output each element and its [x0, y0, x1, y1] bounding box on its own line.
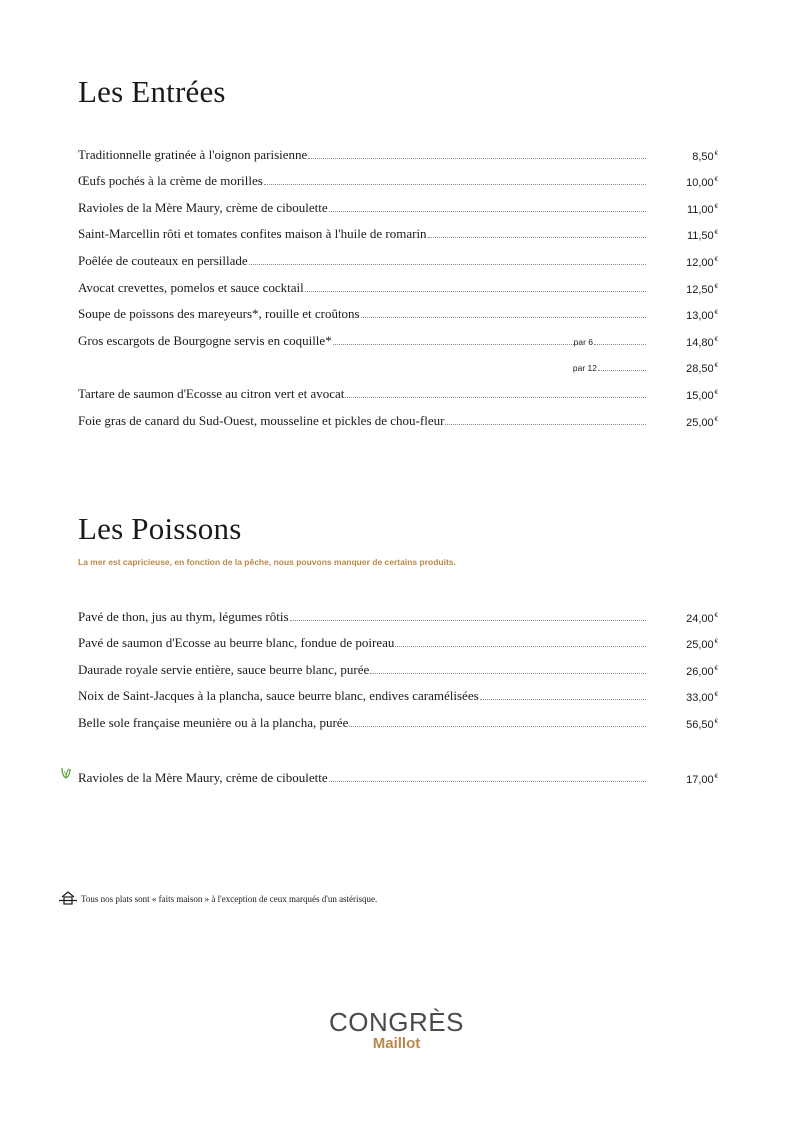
menu-item-variant — [78, 349, 718, 376]
poissons-title: Les Poissons — [78, 511, 242, 546]
dot-leader — [329, 781, 646, 782]
dish-name: Traditionnelle gratinée à l'oignon parisienne — [78, 146, 308, 162]
dish-name: Ravioles de la Mère Maury, crème de ciboulette — [78, 199, 328, 215]
dot-leader — [329, 211, 646, 212]
menu-item — [78, 296, 718, 323]
dish-price: 11,50€ — [686, 230, 718, 243]
dot-leader — [305, 291, 646, 292]
dot-leader — [428, 237, 646, 238]
entrees-title: Les Entrées — [78, 74, 226, 109]
dish-price: 26,00€ — [686, 665, 718, 678]
portion-label: par 6 — [573, 336, 593, 347]
dish-price: 15,00€ — [686, 389, 718, 402]
menu-item — [78, 163, 718, 190]
menu-item — [78, 375, 718, 402]
dot-leader — [333, 344, 574, 345]
dish-name: Saint-Marcellin rôti et tomates confites maison à l'huile de romarin — [78, 226, 427, 242]
menu-item — [78, 704, 718, 731]
dot-leader — [361, 317, 646, 318]
dish-name: Noix de Saint-Jacques à la plancha, sauce beurre blanc, endives caramélisées — [78, 688, 479, 704]
dish-price: 33,00€ — [686, 692, 718, 705]
dish-name: Poêlée de couteaux en persillade — [78, 252, 248, 268]
dot-leader — [345, 397, 646, 398]
portion-label: par 12 — [572, 363, 597, 374]
dot-leader — [594, 344, 646, 345]
dish-name: Pavé de saumon d'Ecosse au beurre blanc, fondue de poireau — [78, 635, 395, 651]
dish-name: Gros escargots de Bourgogne servis en coquille* — [78, 332, 332, 348]
menu-item — [78, 625, 718, 652]
dish-price: 25,00€ — [686, 639, 718, 652]
leaf-icon — [60, 766, 72, 785]
menu-item — [78, 242, 718, 269]
menu-item — [78, 269, 718, 296]
dish-price: 25,00€ — [686, 416, 718, 429]
menu-item-vegetarian — [78, 759, 718, 786]
dot-leader — [445, 424, 646, 425]
dish-price: 17,00€ — [686, 773, 718, 786]
dish-price: 24,00€ — [686, 612, 718, 625]
menu-item — [78, 651, 718, 678]
dot-leader — [349, 726, 646, 727]
logo — [0, 1008, 793, 1052]
dish-name: Belle sole française meunière ou à la plancha, purée — [78, 714, 349, 730]
menu-item — [78, 189, 718, 216]
menu-item — [78, 402, 718, 429]
dot-leader — [308, 158, 646, 159]
dish-name: Daurade royale servie entière, sauce beurre blanc, purée — [78, 661, 370, 677]
dish-price: 12,50€ — [686, 283, 718, 296]
dish-price: 13,00€ — [686, 310, 718, 323]
dish-price: 12,00€ — [686, 256, 718, 269]
dot-leader — [264, 184, 646, 185]
menu-item — [78, 598, 718, 625]
dish-price: 56,50€ — [686, 718, 718, 731]
logo-sub-text: Maillot — [372, 1035, 421, 1052]
menu-item — [78, 678, 718, 705]
dish-name: Tartare de saumon d'Ecosse au citron vert et avocat — [78, 385, 345, 401]
menu-item — [78, 136, 718, 163]
dish-name: Œufs pochés à la crème de morilles — [78, 173, 263, 189]
poissons-subtitle: La mer est capricieuse, en fonction de la pêche, nous pouvons manquer de certains produits. — [78, 557, 456, 567]
dish-price: 10,00€ — [686, 177, 718, 190]
dot-leader — [249, 264, 646, 265]
dish-name: Pavé de thon, jus au thym, légumes rôtis — [78, 608, 289, 624]
menu-item — [78, 322, 718, 349]
dot-leader — [598, 370, 646, 371]
dot-leader — [395, 646, 646, 647]
vegetarian-list — [78, 759, 718, 786]
dish-price: 11,00€ — [686, 203, 718, 216]
dish-name: Foie gras de canard du Sud-Ouest, mousseline et pickles de chou-fleur — [78, 412, 445, 428]
footnote — [58, 890, 377, 908]
entrees-list — [78, 136, 718, 429]
poissons-list — [78, 598, 718, 731]
dot-leader — [480, 699, 646, 700]
house-icon — [58, 890, 78, 908]
dish-name: Soupe de poissons des mareyeurs*, rouille et croûtons — [78, 306, 360, 322]
dish-price: 8,50€ — [692, 150, 718, 163]
dish-name: Ravioles de la Mère Maury, crème de ciboulette — [78, 769, 328, 785]
dish-price: 28,50€ — [686, 363, 718, 376]
menu-item — [78, 216, 718, 243]
dish-name: Avocat crevettes, pomelos et sauce cocktail — [78, 279, 304, 295]
logo-main-text: CONGRÈS — [329, 1007, 464, 1037]
dot-leader — [370, 673, 646, 674]
dish-price: 14,80€ — [686, 336, 718, 349]
footnote-text: Tous nos plats sont « faits maison » à l'exception de ceux marqués d'un astérisque. — [81, 894, 378, 904]
dot-leader — [290, 620, 646, 621]
